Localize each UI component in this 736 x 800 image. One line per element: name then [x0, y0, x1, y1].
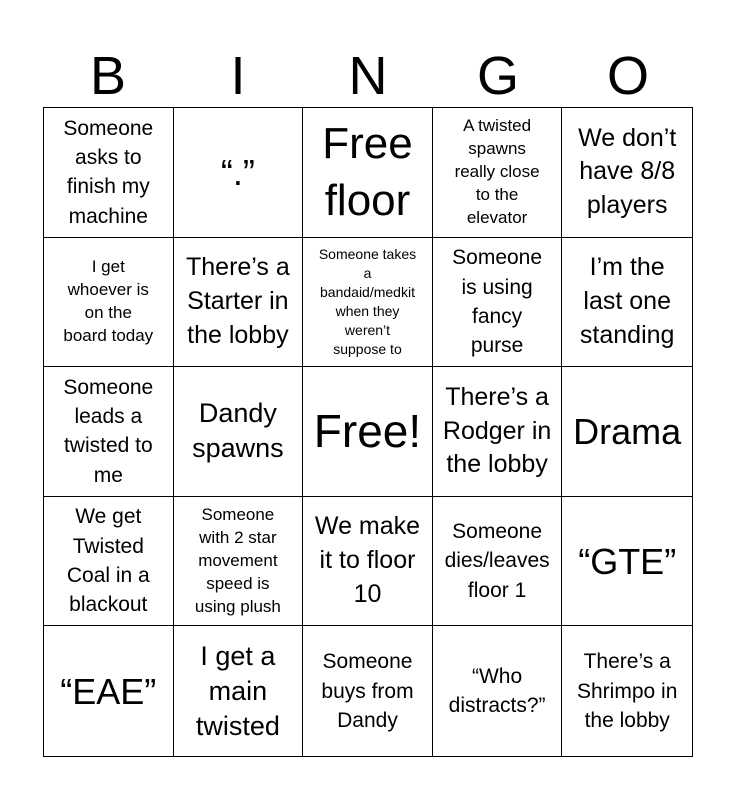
cell-text: Someone leads a twisted to me: [63, 375, 154, 487]
bingo-cell[interactable]: [174, 497, 304, 627]
header-letter-i: I: [230, 46, 246, 106]
cell-text: I’m the last one standing: [579, 253, 675, 349]
cell-text: Dandy spawns: [192, 398, 284, 464]
bingo-cell[interactable]: [44, 367, 174, 497]
cell-text: “EAE”: [60, 670, 157, 712]
bingo-cell[interactable]: [303, 108, 433, 238]
cell-text: Drama: [573, 410, 682, 452]
bingo-cell[interactable]: [174, 238, 304, 368]
cell-text: We make it to floor 10: [314, 512, 421, 608]
cell-text: A twisted spawns really close to the elevator: [454, 115, 540, 227]
bingo-cell[interactable]: [433, 367, 563, 497]
cell-text: Someone is using fancy purse: [452, 246, 543, 358]
cell-text: Free!: [313, 404, 422, 457]
bingo-cell[interactable]: [174, 626, 304, 756]
bingo-cell[interactable]: [303, 238, 433, 368]
bingo-cell[interactable]: [44, 238, 174, 368]
bingo-cell[interactable]: [433, 497, 563, 627]
bingo-cell[interactable]: [562, 626, 692, 756]
bingo-cell[interactable]: [303, 367, 433, 497]
cell-text: There’s a Shrimpo in the lobby: [577, 650, 678, 732]
bingo-cell[interactable]: [44, 497, 174, 627]
cell-text: “.”: [220, 151, 255, 193]
bingo-board: [43, 107, 693, 757]
cell-text: Free floor: [322, 119, 413, 226]
cell-text: We get Twisted Coal in a blackout: [66, 505, 150, 617]
bingo-cell[interactable]: [303, 626, 433, 756]
cell-text: Someone buys from Dandy: [321, 650, 414, 732]
cell-text: “GTE”: [578, 540, 677, 582]
bingo-cell[interactable]: [562, 108, 692, 238]
cell-text: Someone asks to finish my machine: [63, 116, 154, 228]
cell-text: There’s a Starter in the lobby: [186, 253, 290, 349]
cell-text: There’s a Rodger in the lobby: [442, 382, 552, 479]
header-letter-n: N: [348, 46, 388, 106]
bingo-cell[interactable]: [44, 108, 174, 238]
bingo-cell[interactable]: [174, 108, 304, 238]
bingo-cell[interactable]: [174, 367, 304, 497]
header-letter-o: O: [606, 46, 649, 106]
cell-text: Someone takes a bandaid/medkit when they weren’t suppose to: [318, 246, 417, 357]
bingo-cell[interactable]: [433, 626, 563, 756]
cell-text: “Who distracts?”: [448, 664, 546, 718]
bingo-cell[interactable]: [562, 367, 692, 497]
cell-text: We don’t have 8/8 players: [578, 123, 677, 220]
bingo-cell[interactable]: [44, 626, 174, 756]
cell-text: I get a main twisted: [195, 640, 280, 741]
bingo-cell[interactable]: [433, 238, 563, 368]
bingo-cell[interactable]: [433, 108, 563, 238]
cell-text: Someone dies/leaves floor 1: [444, 520, 550, 602]
header-letter-g: G: [476, 46, 519, 106]
bingo-cell[interactable]: [562, 497, 692, 627]
header-letter-b: B: [89, 46, 127, 106]
cell-text: Someone with 2 star movement speed is using plush: [194, 504, 281, 616]
cell-text: I get whoever is on the board today: [63, 257, 154, 345]
bingo-cell[interactable]: [562, 238, 692, 368]
bingo-header: [43, 46, 693, 106]
bingo-cell[interactable]: [303, 497, 433, 627]
